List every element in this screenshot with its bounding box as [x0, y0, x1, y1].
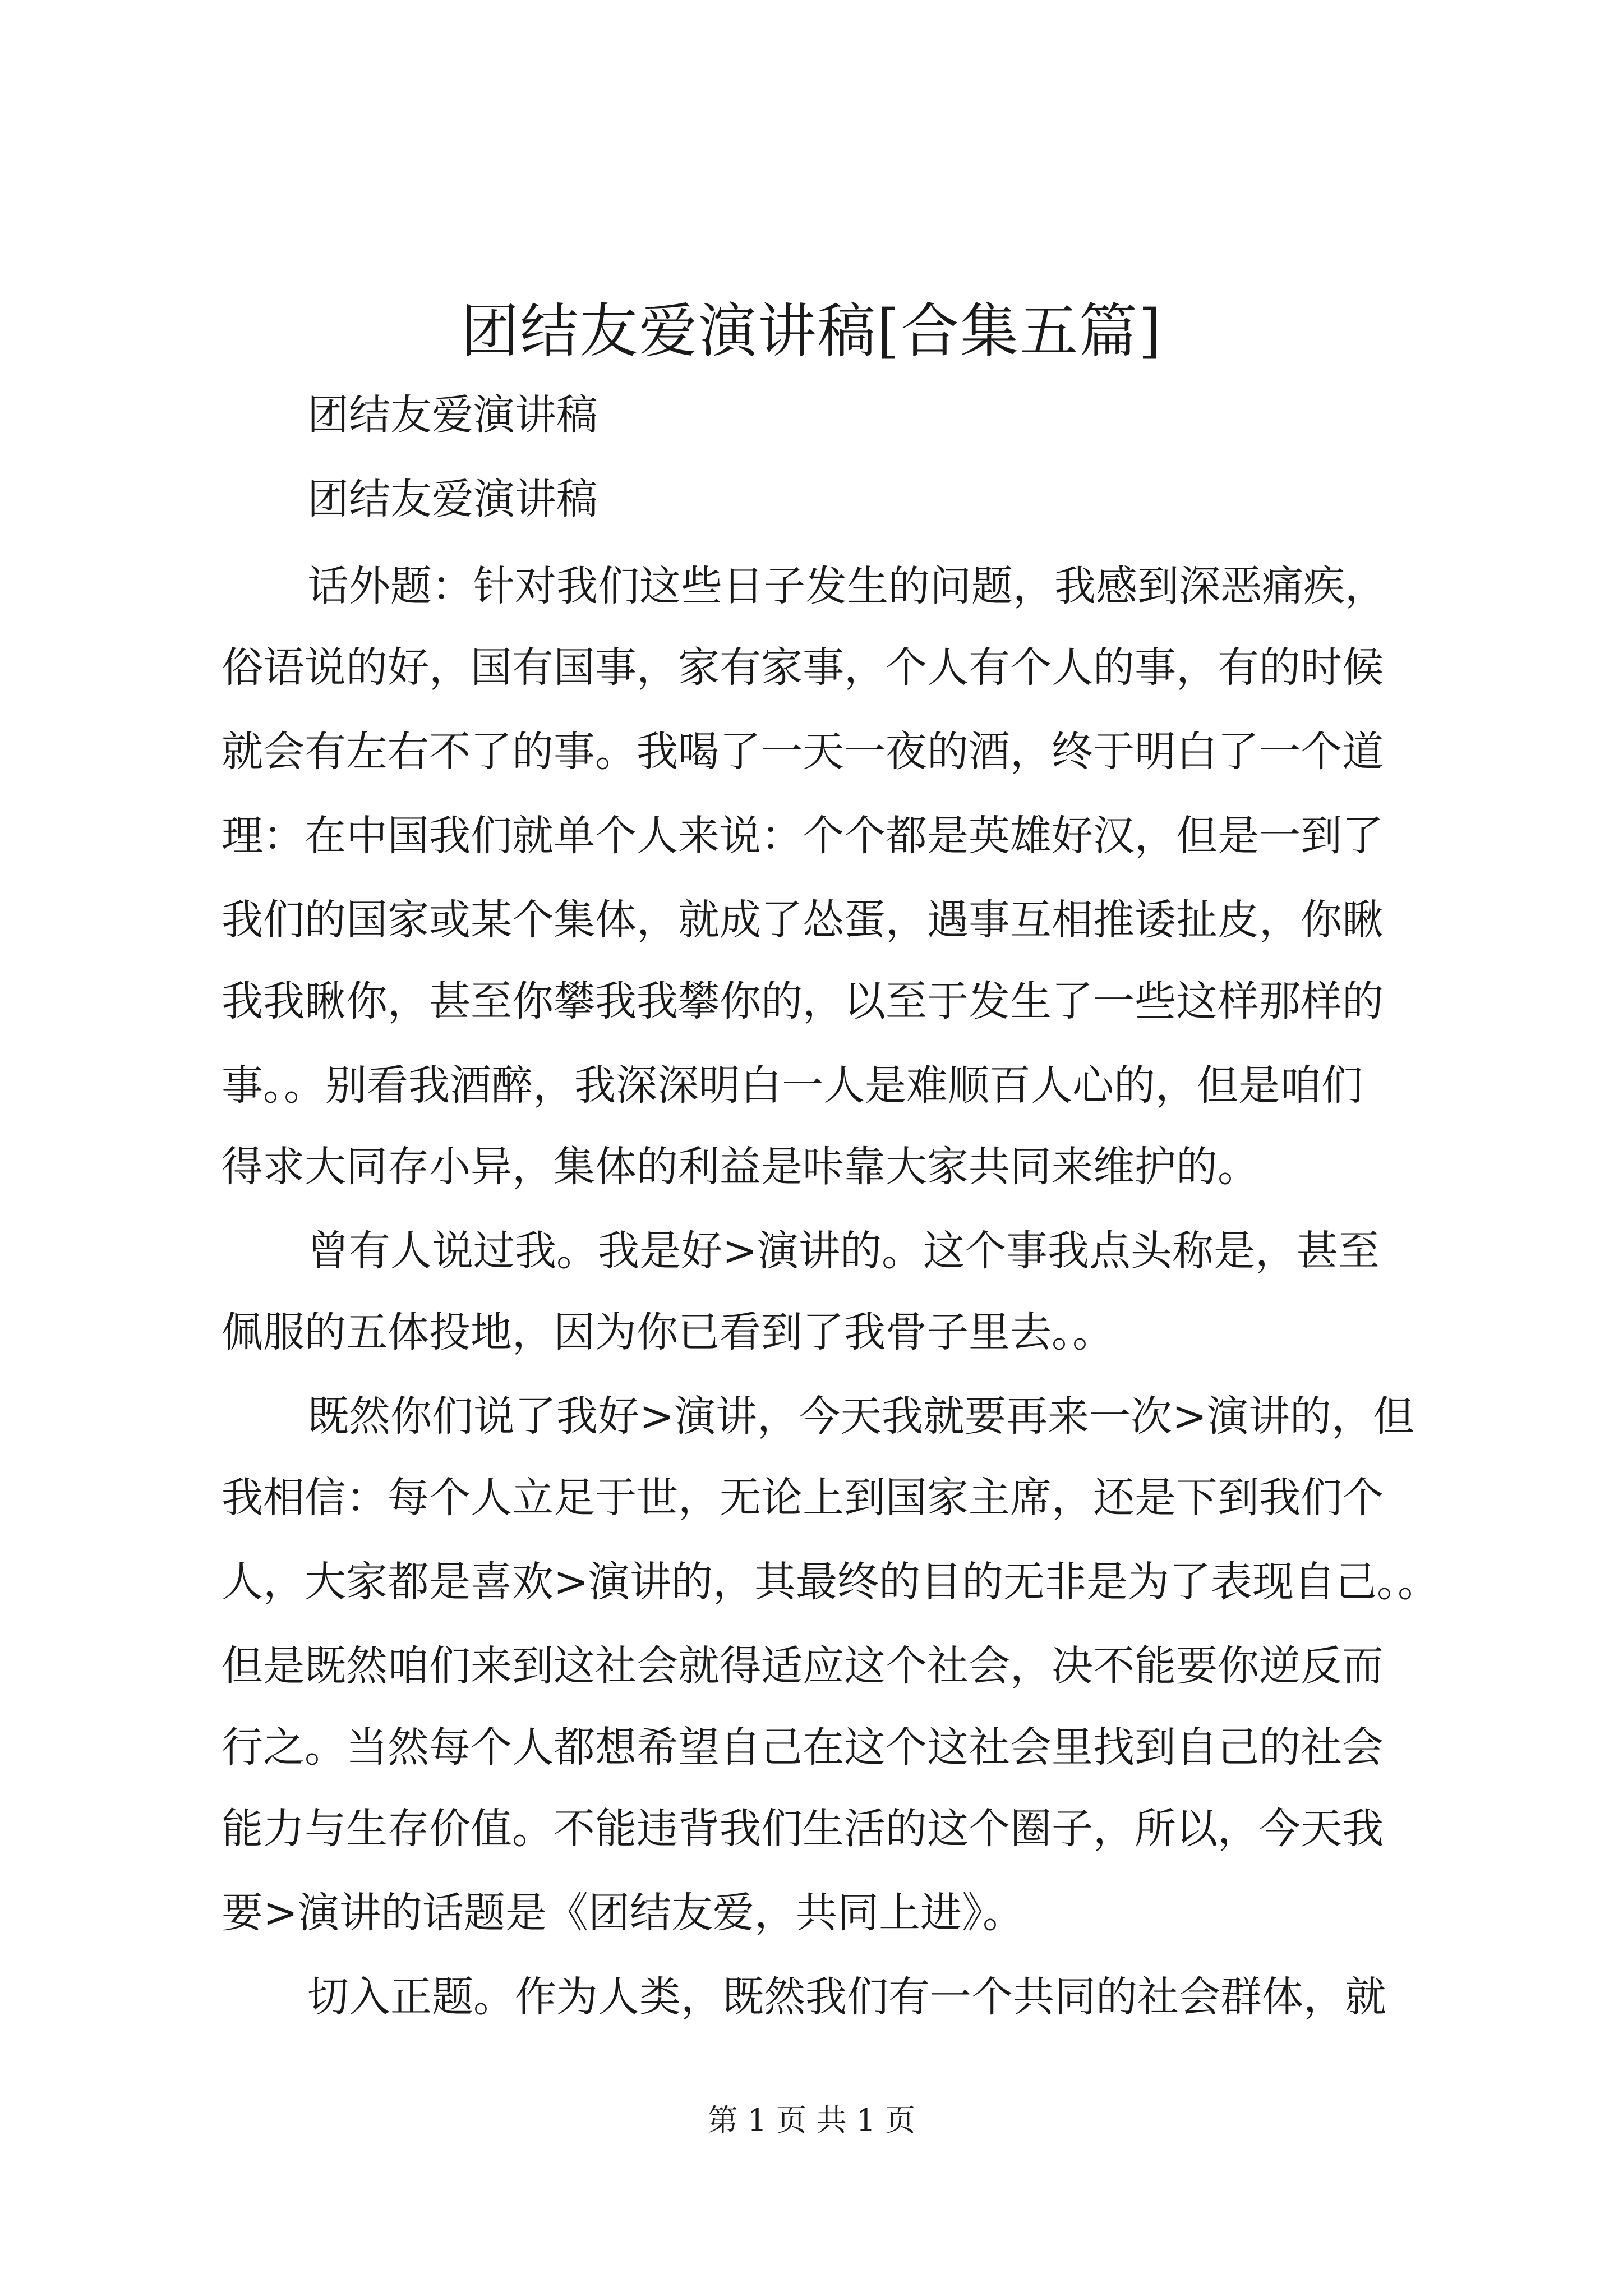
- text-line: 既然你们说了我好>演讲，今天我就要再来一次>演讲的，但: [307, 1392, 1415, 1441]
- text-line: 要>演讲的话题是《团结友爱，共同上进》。: [222, 1889, 1025, 1937]
- text-line: 人，大家都是喜欢>演讲的，其最终的目的无非是为了表现自己。。: [222, 1558, 1440, 1606]
- text-line: 我相信：每个人立足于世，无论上到国家主席，还是下到我们个: [222, 1474, 1384, 1522]
- text-line: 就会有左右不了的事。我喝了一天一夜的酒，终于明白了一个道: [222, 728, 1384, 776]
- page-footer: 第 1 页 共 1 页: [707, 2102, 916, 2138]
- text-line: 团结友爱演讲稿: [307, 391, 598, 439]
- text-line: 得求大同存小异，集体的利益是咔靠大家共同来维护的。: [222, 1143, 1259, 1191]
- text-line: 我们的国家或某个集体，就成了怂蛋，遇事互相推诿扯皮，你瞅: [222, 896, 1384, 944]
- text-line: 但是既然咱们来到这社会就得适应这个社会，决不能要你逆反而: [222, 1642, 1384, 1690]
- text-line: 团结友爱演讲稿: [307, 475, 598, 523]
- text-line: 能力与生存价值。不能违背我们生活的这个圈子，所以，今天我: [222, 1805, 1384, 1853]
- text-line: 事。。别看我酒醉，我深深明白一人是难顺百人心的，但是咱们: [222, 1061, 1363, 1110]
- text-line: 切入正题。作为人类，既然我们有一个共同的社会群体，就: [307, 1973, 1386, 2021]
- document-title: 团结友爱演讲稿[合集五篇]: [460, 297, 1163, 365]
- text-line: 话外题：针对我们这些日子发生的问题，我感到深恶痛疾，: [307, 562, 1386, 610]
- text-line: 行之。当然每个人都想希望自己在这个这社会里找到自己的社会: [222, 1723, 1384, 1772]
- text-line: 理：在中国我们就单个人来说：个个都是英雄好汉，但是一到了: [222, 812, 1384, 860]
- text-line: 俗语说的好，国有国事，家有家事，个人有个人的事，有的时候: [222, 643, 1384, 692]
- text-line: 佩服的五体投地，因为你已看到了我骨子里去。。: [222, 1308, 1114, 1356]
- text-line: 曾有人说过我。我是好>演讲的。这个事我点头称是，甚至: [307, 1227, 1380, 1275]
- text-line: 我我瞅你，甚至你攀我我攀你的，以至于发生了一些这样那样的: [222, 977, 1384, 1025]
